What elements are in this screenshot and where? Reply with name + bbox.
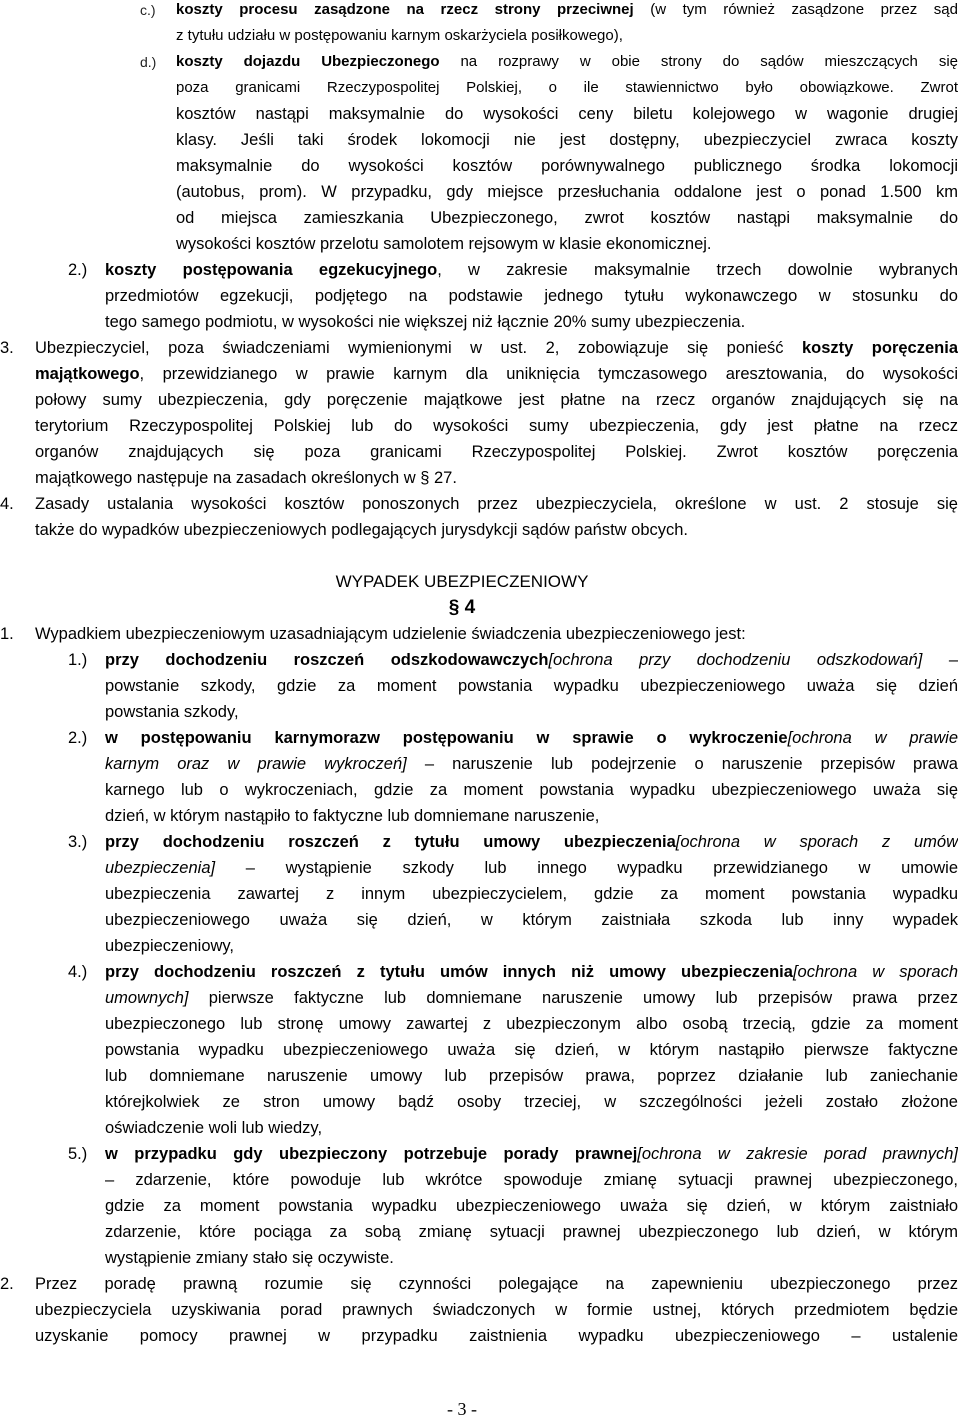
text: wysokości kosztów przelotu samolotem rejsowym w klasie ekonomicznej. (176, 235, 712, 253)
item-label: c.) (140, 2, 156, 18)
text-line (0, 1219, 958, 1245)
text-line (0, 777, 958, 803)
text-line (0, 985, 958, 1011)
text: majątkowego następuje na zasadach określonych w § 27. (35, 469, 457, 487)
text-line (0, 933, 958, 959)
item-label: 2.) (68, 729, 88, 747)
bold-text: przy dochodzeniu roszczeń odszkodowawczych (105, 651, 549, 669)
text: Wypadkiem ubezpieczeniowym uzasadniającym udzielenie świadczenia ubezpieczeniowego jest: (35, 625, 746, 643)
bold-text: koszty dojazdu Ubezpieczonego (176, 53, 440, 70)
paragraph-number (0, 595, 924, 621)
text: terytorium Rzeczypospolitej Polskiej lub do wysokości sumy ubezpieczenia, gdy jest płatne na rzecz (35, 417, 958, 435)
item-label: 2. (0, 1275, 14, 1293)
text-line (0, 127, 958, 153)
text: maksymalnie do wysokości kosztów porównywalnego publicznego środka lokomocji (176, 157, 958, 175)
item-label: 5.) (68, 1145, 88, 1163)
text-line (0, 309, 958, 335)
item-label: 3.) (68, 833, 88, 851)
text-line (0, 491, 958, 517)
text: powstania wypadku ubezpieczeniowego uważa się dzień, w którym nastąpiło pierwsze faktyczne (105, 1041, 958, 1059)
text-line (0, 1193, 958, 1219)
italic-text: [ochrona przy dochodzeniu odszkodowań] (548, 651, 923, 669)
bold-text: majątkowego (35, 365, 140, 383)
item-label: 4. (0, 495, 14, 513)
text-line (0, 881, 958, 907)
text: , przewidzianego w prawie karnym dla uniknięcia tymczasowego aresztowania, do wysokości (139, 365, 958, 383)
section-heading (0, 569, 924, 595)
text-line (0, 1271, 958, 1297)
text-line (0, 335, 958, 361)
text-line (0, 751, 958, 777)
text: przedmiotów egzekucji, podjętego na podstawie jednego tytułu wykonawczego w stosunku do (105, 287, 958, 305)
text: klasy. Jeśli taki środek lokomocji nie jest dostępny, ubezpieczyciel zwraca koszty (176, 131, 958, 149)
text-line (0, 1323, 958, 1349)
text: – zdarzenie, które powoduje lub wkrótce spowoduje zmianę sytuacji prawnej ubezpieczonego, (105, 1171, 958, 1189)
text-line (0, 439, 958, 465)
text-line (0, 1115, 958, 1141)
text: organów znajdujących się poza granicami Rzeczypospolitej Polskiej. Zwrot kosztów poręczenia (35, 443, 958, 461)
text-line (0, 1063, 958, 1089)
item-label: 2.) (68, 261, 88, 279)
text: gdzie za moment powstania wypadku ubezpieczeniowego uważa się dzień, w którym zaistniało (105, 1197, 958, 1215)
text-line (0, 803, 958, 829)
text: , w zakresie maksymalnie trzech dowolnie wybranych (437, 261, 958, 279)
text: karnego lub o wykroczeniach, gdzie za moment powstania wypadku ubezpieczeniowego uważa się (105, 781, 958, 799)
text: połowy sumy ubezpieczenia, gdy poręczenie majątkowe jest płatne na rzecz organów znajdujących się na (35, 391, 958, 409)
italic-text: [ochrona w sporach z umów (675, 833, 958, 851)
spacer (0, 543, 958, 569)
italic-text: [ochrona w zakresie porad prawnych] (637, 1145, 958, 1163)
list-item-c (0, 0, 958, 49)
bold-text: w przypadku gdy ubezpieczony potrzebuje porady prawnej (105, 1145, 638, 1163)
text: zdarzenie, które pociąga za sobą zmianę sytuacji prawnej ubezpieczonego lub dzień, w którym (105, 1223, 958, 1241)
text: (w tym również zasądzone przez sąd (633, 1, 958, 18)
bold-text: koszty postępowania egzekucyjnego (105, 261, 438, 279)
text-line (0, 1011, 958, 1037)
list-item-4-sub (0, 959, 958, 1141)
text-line (0, 283, 958, 309)
text: ubezpieczeniowy, (105, 937, 235, 955)
text: powstania szkody, (105, 703, 239, 721)
text: z tytułu udziału w postępowaniu karnym oskarżyciela posiłkowego), (176, 27, 623, 44)
text: poza granicami Rzeczypospolitej Polskiej, o ile stawiennictwo było obowiązkowe. Zwrot (176, 79, 958, 96)
text: ubezpieczeniowego uważa się dzień, w którym zaistniała szkoda lub inny wypadek (105, 911, 958, 929)
text: – (922, 651, 958, 669)
list-item-4 (0, 491, 958, 543)
text-line (0, 413, 958, 439)
text: także do wypadków ubezpieczeniowych podlegających jurysdykcji sądów państw obcych. (35, 521, 689, 539)
list-item-2 (0, 1271, 958, 1349)
text: ubezpieczenia zawartej z innym ubezpieczycielem, gdzie za moment powstania wypadku (105, 885, 958, 903)
text: tego samego podmiotu, w wysokości nie większej niż łącznie 20% sumy ubezpieczenia. (105, 313, 746, 331)
text-line (0, 621, 958, 647)
italic-text: karnym oraz w prawie wykroczeń] (105, 755, 407, 773)
text: – wystąpienie szkody lub innego wypadku przewidzianego w umowie (215, 859, 958, 877)
text-line (0, 1141, 958, 1167)
text-line (0, 0, 958, 23)
text-line (0, 179, 958, 205)
text: (autobus, prom). W przypadku, gdy miejsce przesłuchania oddalone jest o ponad 1.500 km (176, 183, 958, 201)
text-line (0, 23, 958, 49)
text-line (0, 465, 958, 491)
list-item-d (0, 49, 958, 257)
text-line (0, 361, 958, 387)
list-item-5-sub (0, 1141, 958, 1271)
text-line (0, 829, 958, 855)
text: Zasady ustalania wysokości kosztów ponoszonych przez ubezpieczyciela, określone w ust. 2 stosuje się (35, 495, 958, 513)
bold-text: przy dochodzeniu roszczeń z tytułu umowy ubezpieczenia (105, 833, 676, 851)
bold-text: koszty procesu zasądzone na rzecz strony przeciwnej (176, 1, 634, 18)
section-title: WYPADEK UBEZPIECZENIOWY (335, 572, 589, 591)
list-item-3-sub (0, 829, 958, 959)
text-line (0, 153, 958, 179)
text: ubezpieczyciela uzyskiwania porad prawnych świadczonych w formie ustnej, których przedmiotem będzie (35, 1301, 958, 1319)
text-line (0, 205, 958, 231)
list-item-1 (0, 621, 958, 647)
text: którejkolwiek ze stron umowy bądź osoby trzeciej, w szczególności jeżeli zostało złożone (105, 1093, 958, 1111)
text-line (0, 387, 958, 413)
bold-text: koszty poręczenia (801, 339, 958, 357)
paragraph-symbol: § 4 (448, 597, 476, 618)
text: od miejsca zamieszkania Ubezpieczonego, zwrot kosztów nastąpi maksymalnie do (176, 209, 958, 227)
text: oświadczenie woli lub wiedzy, (105, 1119, 323, 1137)
text-line (0, 49, 958, 75)
italic-text: [ochrona w sporach (792, 963, 958, 981)
text-line (0, 907, 958, 933)
text-line (0, 1037, 958, 1063)
item-label: 3. (0, 339, 14, 357)
text-line (0, 673, 958, 699)
text: Ubezpieczyciel, poza świadczeniami wymienionymi w ust. 2, zobowiązuje się ponieść (35, 339, 802, 357)
text: – naruszenie lub podejrzenie o naruszenie przepisów prawa (406, 755, 958, 773)
item-label: 1. (0, 625, 14, 643)
text: pierwsze faktyczne lub domniemane naruszenie umowy lub przepisów prawa przez (188, 989, 958, 1007)
item-label: 1.) (68, 651, 88, 669)
text-line (0, 699, 958, 725)
text: dzień, w którym nastąpiło to faktyczne lub domniemane naruszenie, (105, 807, 600, 825)
text-line (0, 1245, 958, 1271)
text: Przez poradę prawną rozumie się czynności polegające na zapewnieniu ubezpieczonego przez (35, 1275, 958, 1293)
text: lub domniemane naruszenie umowy lub przepisów prawa, poprzez działanie lub zaniechanie (105, 1067, 958, 1085)
text: kosztów nastąpi maksymalnie do wysokości ceny biletu kolejowego w wagonie drugiej (176, 105, 958, 123)
text: na rozprawy w obie strony do sądów mieszczących się (439, 53, 958, 70)
text: powstanie szkody, gdzie za moment powstania wypadku ubezpieczeniowego uważa się dzień (105, 677, 958, 695)
text: ubezpieczonego lub stronę umowy zawartej z ubezpieczonym albo osobą trzecią, gdzie za moment (105, 1015, 958, 1033)
text-line (0, 725, 958, 751)
italic-text: umownych] (105, 989, 189, 1007)
item-label: 4.) (68, 963, 88, 981)
text-line (0, 75, 958, 101)
list-item-2-sub (0, 257, 958, 335)
text: uzyskanie pomocy prawnej w przypadku zaistnienia wypadku ubezpieczeniowego – ustalenie (35, 1327, 958, 1345)
text-line (0, 959, 958, 985)
italic-text: ubezpieczenia] (105, 859, 216, 877)
text: wystąpienie zmiany stało się oczywiste. (105, 1249, 394, 1267)
bold-text: przy dochodzeniu roszczeń z tytułu umów innych niż umowy ubezpieczenia (105, 963, 793, 981)
text-line (0, 517, 958, 543)
italic-text: [ochrona w prawie (787, 729, 958, 747)
item-label: d.) (140, 54, 157, 70)
text-line (0, 101, 958, 127)
bold-text: w postępowaniu karnymorazw postępowaniu w sprawie o wykroczenie (105, 729, 788, 747)
text-line (0, 855, 958, 881)
text-line (0, 1297, 958, 1323)
list-item-3 (0, 335, 958, 491)
text-line (0, 647, 958, 673)
page-number: - 3 - (447, 1399, 477, 1419)
text-line (0, 1089, 958, 1115)
list-item-1-sub (0, 647, 958, 725)
text-line (0, 257, 958, 283)
text-line (0, 1167, 958, 1193)
text-line (0, 231, 958, 257)
list-item-2-sub (0, 725, 958, 829)
